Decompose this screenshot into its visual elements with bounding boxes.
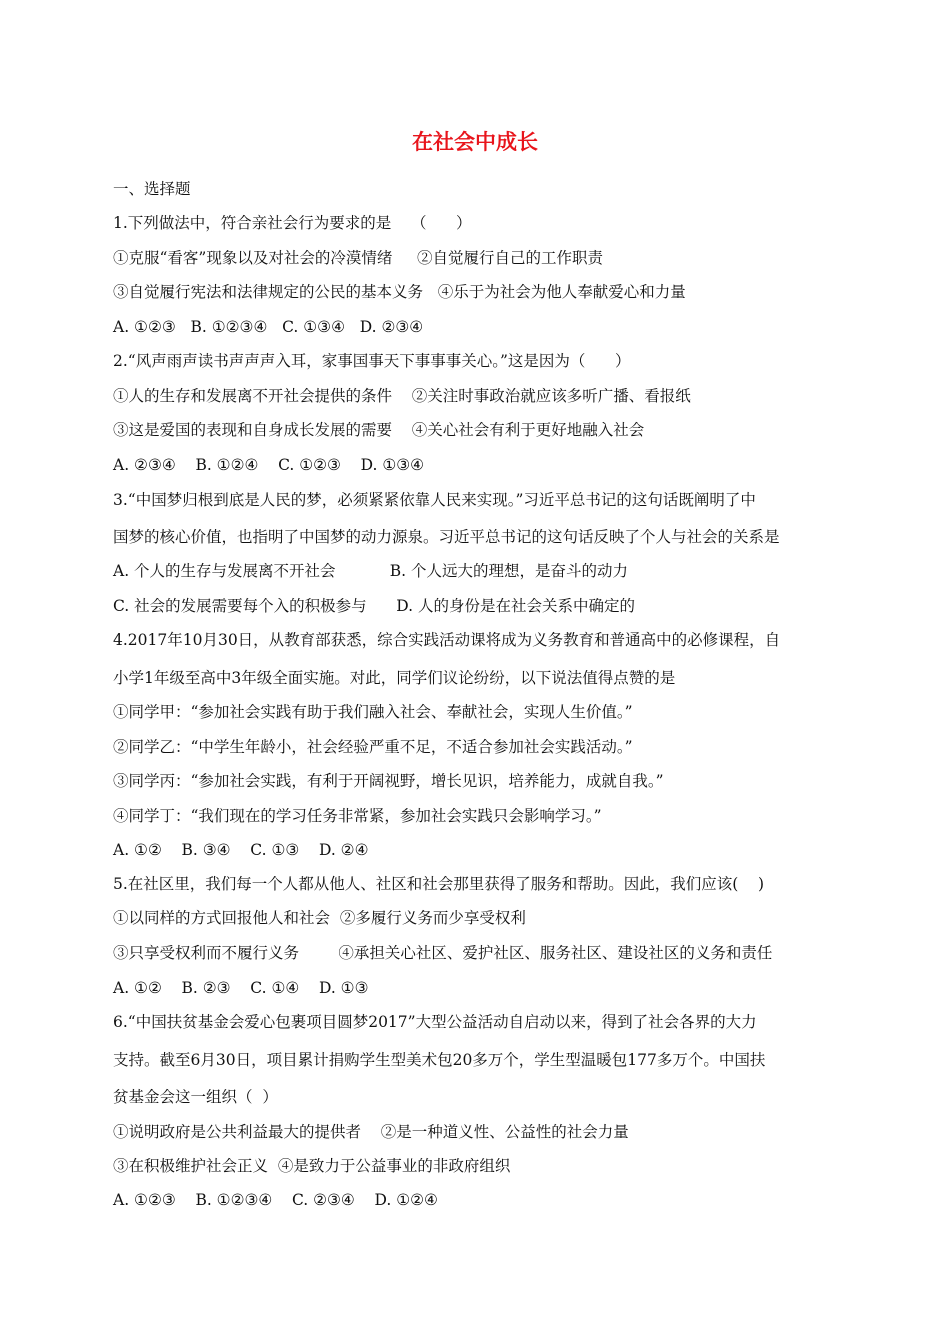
question-line: ③同学丙：“参加社会实践，有利于开阔视野，增长见识，培养能力，成就自我。” [113,772,664,790]
question-line: C. 社会的发展需要每个入的积极参与 D. 人的身份是在社会关系中确定的 [113,597,635,615]
question-line: 3.“中国梦归根到底是人民的梦，必须紧紧依靠人民来实现。”习近平总书记的这句话既阐明了中 [113,491,756,509]
question-line: ③这是爱国的表现和自身成长发展的需要 ④关心社会有利于更好地融入社会 [113,421,645,439]
question-line: 支持。截至6月30日，项目累计捐购学生型美术包20多万个，学生型温暖包177多万个。中国扶 [113,1051,766,1069]
question-line: ④同学丁：“我们现在的学习任务非常紧，参加社会实践只会影响学习。” [113,807,602,825]
question-line: ①说明政府是公共利益最大的提供者 ②是一种道义性、公益性的社会力量 [113,1123,629,1141]
question-line: 6.“中国扶贫基金会爱心包裹项目圆梦2017”大型公益活动自启动以来，得到了社会各界的大力 [113,1013,757,1031]
question-line: 5.在社区里，我们每一个人都从他人、社区和社会那里获得了服务和帮助。因此，我们应该( ) [113,875,765,893]
question-line: ②同学乙：“中学生年龄小，社会经验严重不足，不适合参加社会实践活动。” [113,738,633,756]
question-line: 1.下列做法中，符合亲社会行为要求的是 （ ） [113,214,472,232]
question-line: ①以同样的方式回报他人和社会 ②多履行义务而少享受权利 [113,909,526,927]
question-line: A. ①② B. ②③ C. ①④ D. ①③ [113,979,369,997]
question-line: A. ①② B. ③④ C. ①③ D. ②④ [113,841,369,859]
question-line: A. ①②③ B. ①②③④ C. ①③④ D. ②③④ [113,318,424,336]
question-line: ③在积极维护社会正义 ④是致力于公益事业的非政府组织 [113,1157,511,1175]
question-line: 国梦的核心价值，也指明了中国梦的动力源泉。习近平总书记的这句话反映了个人与社会的关系是 [113,528,780,546]
document-title: 在社会中成长 [412,130,538,154]
section-heading: 一、选择题 [113,180,191,198]
question-line: A. 个人的生存与发展离不开社会 B. 个人远大的理想，是奋斗的动力 [113,562,628,580]
question-line: 2.“风声雨声读书声声声入耳，家事国事天下事事事关心。”这是因为（ ） [113,352,631,370]
question-line: ①同学甲：“参加社会实践有助于我们融入社会、奉献社会，实现人生价值。” [113,703,633,721]
question-line: 贫基金会这一组织（ ） [113,1088,278,1106]
question-line: ①克服“看客”现象以及对社会的冷漠情绪 ②自觉履行自己的工作职责 [113,249,603,267]
question-line: ③只享受权利而不履行义务 ④承担关心社区、爱护社区、服务社区、建设社区的义务和责任 [113,944,773,962]
question-line: ③自觉履行宪法和法律规定的公民的基本义务 ④乐于为社会为他人奉献爱心和力量 [113,283,686,301]
question-line: ①人的生存和发展离不开社会提供的条件 ②关注时事政治就应该多听广播、看报纸 [113,387,691,405]
question-line: 小学1年级至高中3年级全面实施。对此，同学们议论纷纷，以下说法值得点赞的是 [113,669,676,687]
question-line: A. ②③④ B. ①②④ C. ①②③ D. ①③④ [113,456,425,474]
question-line: A. ①②③ B. ①②③④ C. ②③④ D. ①②④ [113,1191,438,1209]
question-line: 4.2017年10月30日，从教育部获悉，综合实践活动课将成为义务教育和普通高中的必修课程，自 [113,631,781,649]
